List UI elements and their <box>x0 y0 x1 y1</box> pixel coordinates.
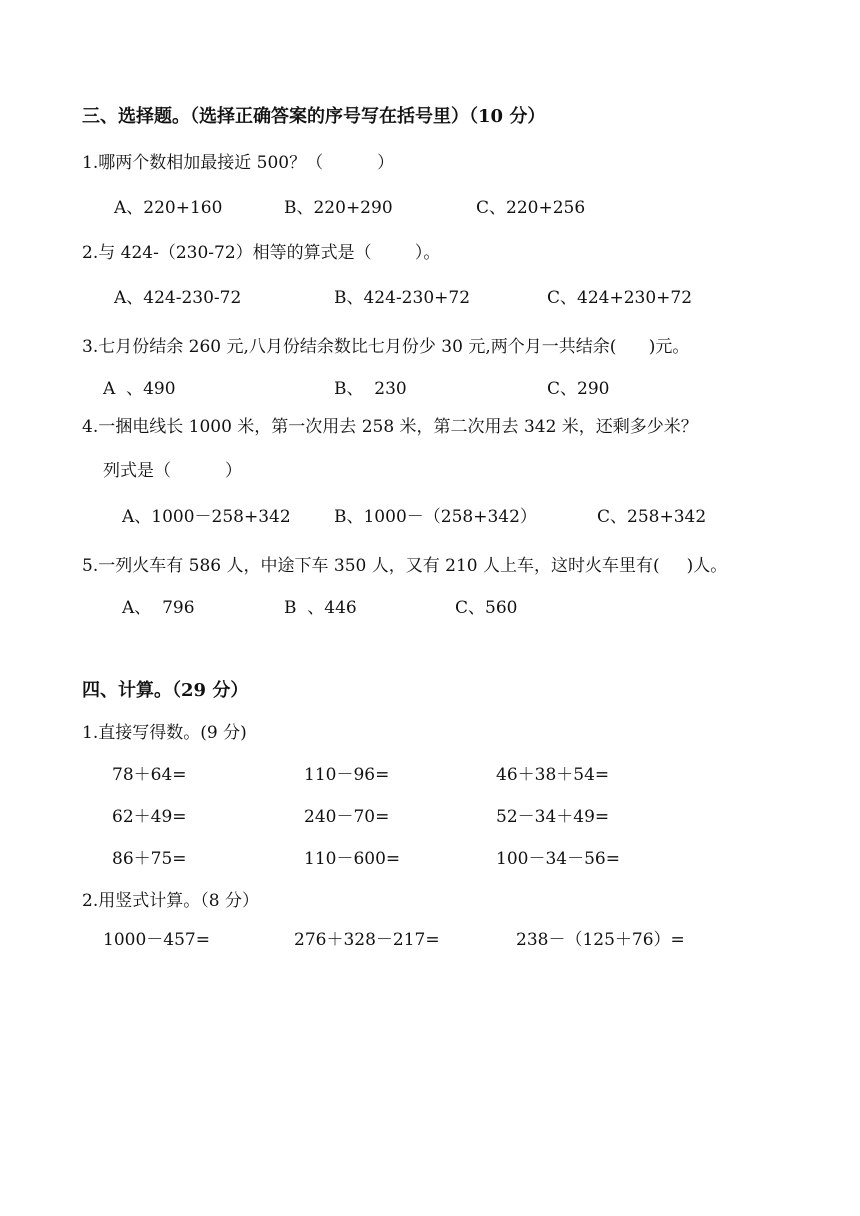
question-4-option-c: C、258+342 <box>597 507 707 527</box>
question-2-stem: 2.与 424-（230-72）相等的算式是（ ）。 <box>82 243 441 263</box>
question-1-option-c: C、220+256 <box>476 198 586 218</box>
question-4-option-b: B、1000－（258+342） <box>334 507 537 527</box>
vertical-calc-item: 276＋328－217= <box>294 930 440 950</box>
oral-calc-item: 110－600= <box>304 849 401 869</box>
question-5-stem: 5.一列火车有 586 人，中途下车 350 人，又有 210 人上车，这时火车里有( )人。 <box>82 556 728 576</box>
question-5-option-b: B 、446 <box>284 598 357 618</box>
question-2-option-a: A、424-230-72 <box>114 288 242 308</box>
oral-calc-item: 46＋38＋54= <box>496 765 610 785</box>
question-3-option-b: B、 230 <box>334 379 407 399</box>
oral-calc-item: 86＋75= <box>112 849 187 869</box>
question-3-stem: 3.七月份结余 260 元,八月份结余数比七月份少 30 元,两个月一共结余( )元。 <box>82 337 690 357</box>
question-4-stem: 4.一捆电线长 1000 米，第一次用去 258 米，第二次用去 342 米，还剩多少米？ <box>82 417 698 437</box>
section-4-title: 四、计算。（29 分） <box>82 680 249 701</box>
question-1-option-b: B、220+290 <box>284 198 393 218</box>
calc-part-1-label: 1.直接写得数。(9 分) <box>82 723 247 743</box>
question-5-option-c: C、560 <box>455 598 518 618</box>
question-5-option-a: A、 796 <box>122 598 195 618</box>
question-3-option-a: A 、490 <box>103 379 176 399</box>
question-1-stem: 1.哪两个数相加最接近 500？（ ） <box>82 153 395 173</box>
oral-calc-item: 78＋64= <box>112 765 187 785</box>
oral-calc-item: 62＋49= <box>112 807 187 827</box>
question-4-option-a: A、1000－258+342 <box>122 507 291 527</box>
oral-calc-item: 240－70= <box>304 807 390 827</box>
oral-calc-item: 100－34－56= <box>496 849 620 869</box>
vertical-calc-item: 1000－457= <box>103 930 210 950</box>
oral-calc-item: 52－34＋49= <box>496 807 610 827</box>
question-2-option-b: B、424-230+72 <box>334 288 471 308</box>
question-4-stem-line-2: 列式是（ ） <box>103 461 243 481</box>
oral-calc-item: 110－96= <box>304 765 390 785</box>
question-1-option-a: A、220+160 <box>114 198 223 218</box>
question-3-option-c: C、290 <box>547 379 610 399</box>
section-3-title: 三、选择题。（选择正确答案的序号写在括号里）（10 分） <box>82 106 546 127</box>
calc-part-2-label: 2.用竖式计算。（8 分） <box>82 891 259 911</box>
question-2-option-c: C、424+230+72 <box>547 288 693 308</box>
vertical-calc-item: 238－（125＋76）= <box>516 930 685 950</box>
